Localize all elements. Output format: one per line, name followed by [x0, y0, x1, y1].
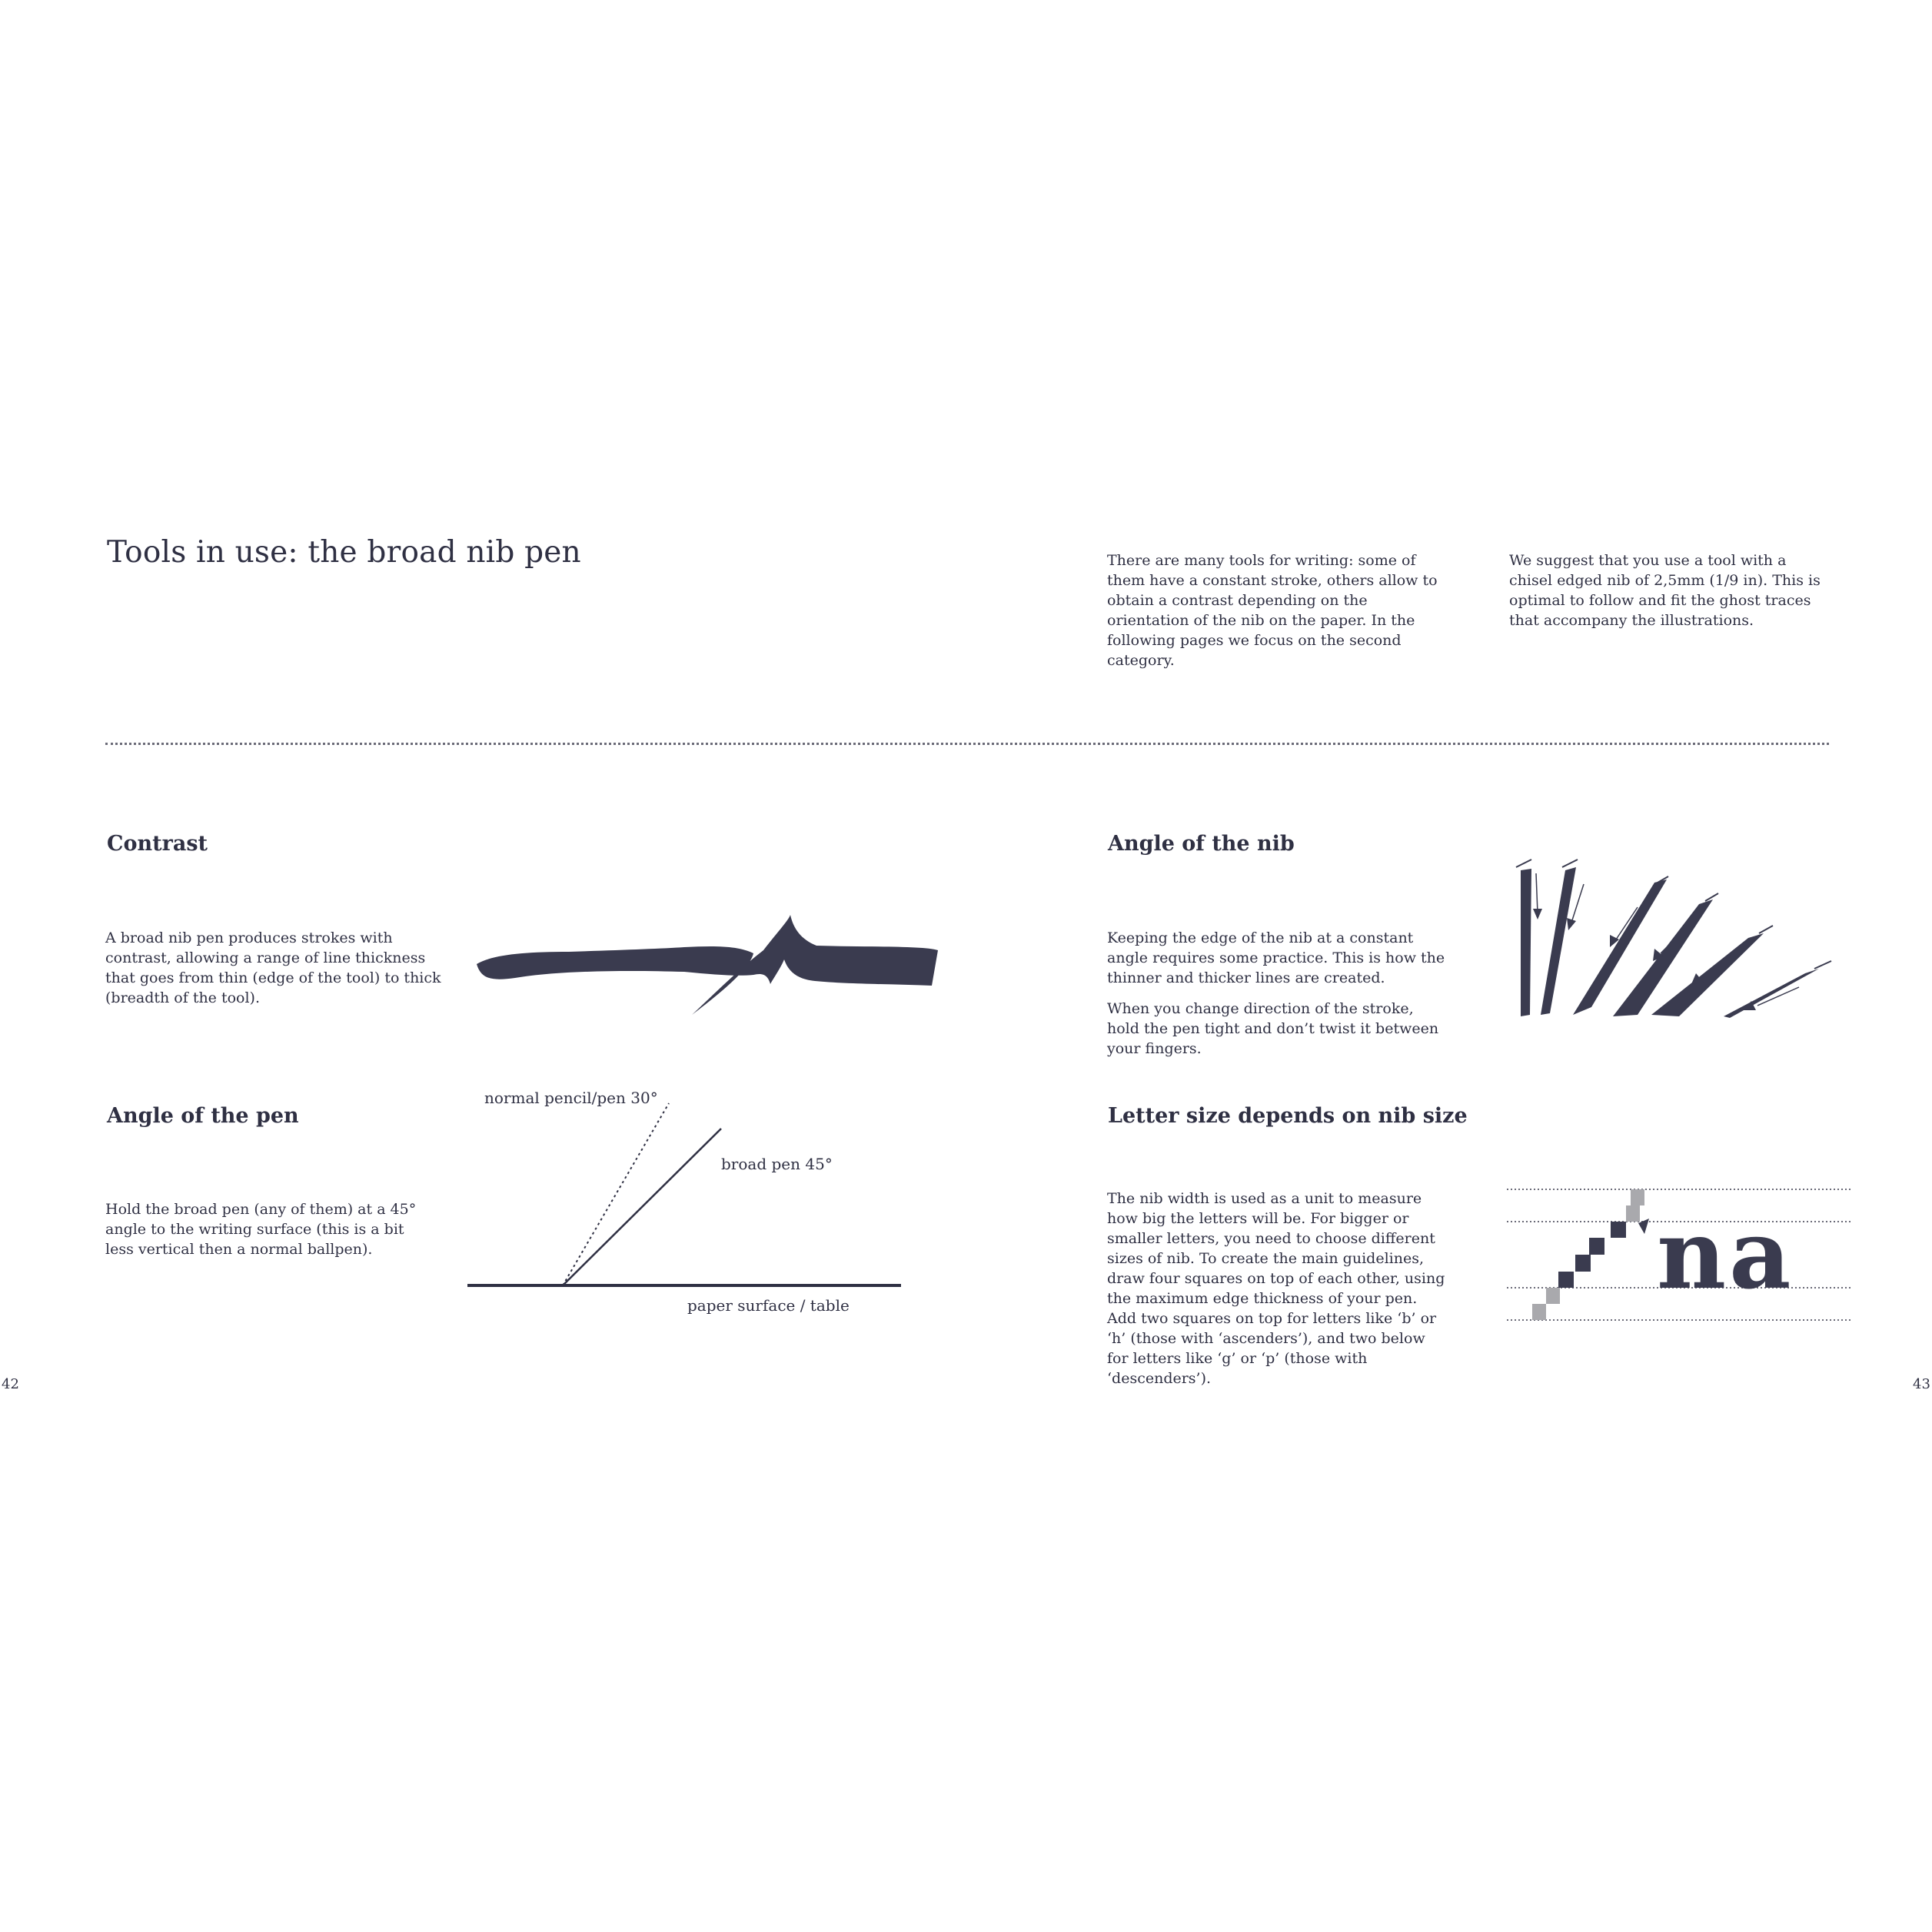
contrast-text: A broad nib pen produces strokes with contrast, allowing a range of line thickness that goes from thin (edge of the tool) to thick (breadth of the tool). — [105, 929, 441, 1006]
descender-square — [1546, 1288, 1560, 1304]
nib-stroke-diagonal — [1613, 893, 1718, 1016]
section-divider — [105, 743, 1829, 745]
letter-sample-na: na — [1657, 1199, 1794, 1311]
ascender-square — [1626, 1205, 1640, 1222]
angle-nib-text-2: When you change direction of the stroke, hold the pen tight and don’t twist it between your fingers. — [1107, 1000, 1439, 1057]
page-title: Tools in use: the broad nib pen — [107, 535, 581, 570]
letter-size-illustration — [1503, 1180, 1857, 1326]
surface-label: paper surface / table — [687, 1296, 850, 1315]
page-number-left: 42 — [2, 1376, 19, 1392]
descender-square — [1532, 1304, 1546, 1320]
body-square — [1558, 1272, 1574, 1288]
pen-angle-diagram — [461, 1092, 907, 1292]
angle-nib-text-block — [1107, 928, 1445, 1069]
intro-paragraph-1: There are many tools for writing: some of them have a constant stroke, others allow to obtain a contrast depending on the orientation of the nib on the paper. In the following pages we focus on the second category. — [1107, 552, 1438, 669]
intro-paragraph-2: We suggest that you use a tool with a chisel edged nib of 2,5mm (1/9 in). This is optimal to follow and fit the ghost traces that accompany the illustrations. — [1509, 552, 1821, 629]
nib-stroke-vertical — [1516, 860, 1542, 1016]
page-number-right: 43 — [1913, 1376, 1930, 1392]
contrast-stroke-illustration — [461, 884, 938, 1023]
body-square — [1589, 1238, 1604, 1255]
broad-pen-angle-label: broad pen 45° — [721, 1155, 833, 1173]
angle-pen-text: Hold the broad pen (any of them) at a 45° angle to the writing surface (this is a bit less vertical then a normal ballpen). — [105, 1201, 417, 1258]
letter-size-text: The nib width is used as a unit to measure how big the letters will be. For bigger or smaller letters, you need to choose different sizes of nib. To create the main guidelines, draw four squares on top of each other, using the maximum edge thickness of your pen. Add two squares on top for letters like ‘b’ or ‘h’ (those with ‘ascenders’), and two below for letters like ‘g’ or ‘p’ (those with ‘descenders’). — [1107, 1190, 1445, 1387]
angle-nib-heading: Angle of the nib — [1108, 832, 1295, 856]
pencil-angle-label: normal pencil/pen 30° — [484, 1089, 658, 1107]
nib-stroke-flat — [1724, 961, 1831, 1018]
broad-pen-angle-line — [563, 1129, 721, 1285]
contrast-heading: Contrast — [107, 832, 208, 856]
nib-stroke-medium — [1573, 876, 1668, 1015]
body-square — [1575, 1255, 1591, 1272]
nib-stroke-steep — [1541, 860, 1584, 1015]
ascender-square — [1631, 1189, 1644, 1205]
pencil-angle-line — [563, 1103, 669, 1285]
body-square — [1611, 1222, 1626, 1238]
nib-angle-strokes-illustration — [1515, 853, 1837, 1030]
letter-size-heading: Letter size depends on nib size — [1108, 1104, 1468, 1128]
nib-mark — [1638, 1219, 1649, 1234]
angle-nib-text-1: Keeping the edge of the nib at a constant angle requires some practice. This is how the thinner and thicker lines are created. — [1107, 929, 1445, 986]
angle-pen-heading: Angle of the pen — [107, 1104, 299, 1128]
